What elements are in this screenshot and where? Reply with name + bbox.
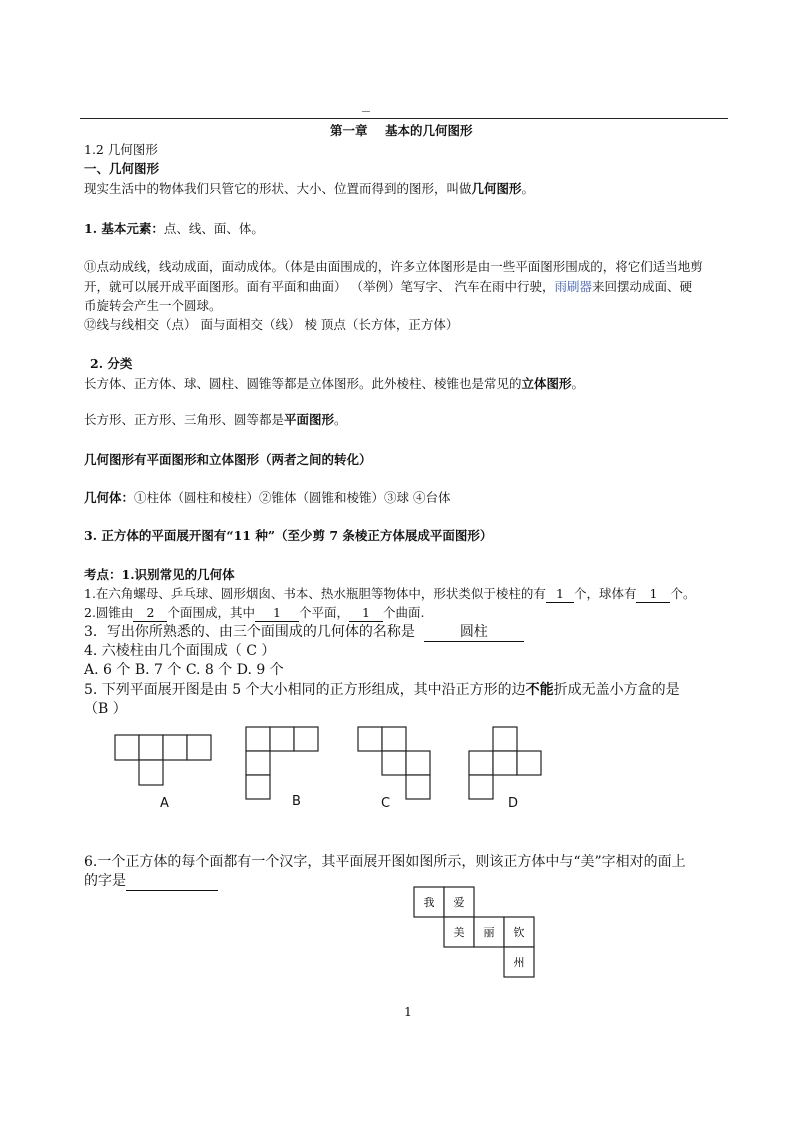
classify-line2 — [84, 412, 347, 428]
header-rule — [80, 118, 728, 119]
net-figure-c — [357, 726, 433, 802]
p11-line2 — [84, 279, 692, 295]
q2-text-mid2: 个平面， — [298, 605, 349, 620]
p12-line — [84, 317, 458, 333]
p11-line3: 币旋转会产生一个圆球。 — [84, 298, 222, 313]
classify-line1-end: 。 — [571, 376, 585, 391]
net-figure-b — [245, 726, 321, 802]
classify-line2-end: 。 — [334, 412, 347, 427]
q3-answer: 圆柱 — [424, 623, 524, 642]
q2-text: 2.圆锥由 — [84, 605, 134, 620]
q6-answer-blank — [126, 872, 218, 891]
classify-line1-text: 长方体、正方体、球、圆柱、圆锥等都是立体图形。此外棱柱、棱锥也是常见的 — [84, 376, 522, 391]
q3-text: 3．写出你所熟悉的、由三个面围成的几何体的名称是 — [84, 624, 415, 640]
q1-answer-prism: 1 — [546, 586, 574, 603]
question-2 — [84, 605, 424, 622]
net-char-qin: 钦 — [513, 926, 525, 939]
intro-end: 。 — [521, 181, 535, 196]
part1-heading: 一、几何图形 — [84, 161, 160, 176]
question-6-line1: 6.一个正方体的每个面都有一个汉字，其平面展开图如图所示，则该正方体中与“美”字相对的面上 — [84, 854, 686, 870]
question-5 — [84, 681, 680, 699]
cube-net-figure — [413, 886, 539, 978]
p11-mark: ⑪ — [84, 259, 97, 274]
q2-answer-curved: 1 — [349, 605, 383, 622]
page-number: 1 — [404, 1004, 412, 1019]
question-6-line2 — [84, 872, 218, 891]
elements-text: 点、线、面、体。 — [163, 221, 264, 236]
q2-text-end: 个曲面. — [382, 605, 425, 620]
classify-label: 2. 分类 — [90, 356, 133, 371]
wiper-text: 雨刷器 — [554, 279, 592, 294]
solid-label-bold: 几何体： — [84, 490, 135, 505]
q6-text: 的字是 — [84, 873, 126, 889]
p12-mark: ⑫ — [84, 317, 97, 332]
question-3 — [84, 623, 524, 642]
q1-answer-sphere: 1 — [636, 586, 670, 603]
classify-line4 — [84, 490, 451, 506]
plane-figure-bold: 平面图形 — [284, 412, 335, 427]
solid-figure-bold: 立体图形 — [521, 376, 572, 391]
exam-label: 考点： — [84, 567, 122, 582]
exam-title: 1.识别常见的几何体 — [121, 567, 235, 582]
intro-text: 现实生活中的物体我们只管它的形状、大小、位置而得到的图形，叫做 — [84, 181, 472, 196]
question-4: 4. 六棱柱由几个面围成（ C ） — [84, 643, 276, 659]
p11-line1-text: 点动成线，线动成面，面动成体。（体是由面围成的，许多立体图形是由一些平面图形围成的，将它们适当地剪 — [96, 259, 703, 274]
question-1 — [84, 586, 695, 603]
part1-intro — [84, 181, 534, 197]
q5-text: 5. 下列平面展开图是由 5 个大小相同的正方形组成，其中沿正方形的边 — [84, 682, 526, 698]
q2-answer-faces: 2 — [133, 605, 167, 622]
chapter-title — [330, 123, 472, 139]
figure-label-a: A — [160, 796, 169, 811]
question-5-answer: （B ） — [84, 701, 127, 717]
figure-label-b: B — [292, 794, 301, 809]
header-mark — [362, 111, 370, 112]
q2-text-mid: 个面围成，其中 — [167, 605, 255, 620]
p12-text: 线与线相交（点） 面与面相交（线） 棱 顶点（长方体，正方体） — [96, 317, 459, 332]
classify-line3: 几何图形有平面图形和立体图形（两者之间的转化） — [84, 452, 372, 467]
net-char-ai: 爱 — [453, 896, 465, 909]
question-4-options: A. 6 个 B. 7 个 C. 8 个 D. 9 个 — [84, 662, 284, 678]
net-figure-d — [468, 726, 544, 802]
p11-line1 — [84, 259, 703, 275]
net-char-wo: 我 — [423, 896, 435, 909]
classify-line2-text: 长方形、正方形、三角形、圆等都是 — [84, 412, 285, 427]
exam-heading — [84, 567, 235, 583]
q1-text-mid: 个，球体有 — [573, 586, 637, 601]
q2-answer-plane: 1 — [255, 605, 299, 622]
p11-line2-end: 来回摆动成面、硬 — [591, 279, 692, 294]
classify-line4-text: ①柱体（圆柱和棱柱）②锥体（圆锥和棱锥）③球 ④台体 — [134, 490, 451, 505]
net-char-li: 丽 — [483, 926, 495, 939]
intro-bold: 几何图形 — [471, 181, 522, 196]
chapter-name: 基本的几何图形 — [384, 123, 473, 138]
net-figure-a — [114, 734, 214, 788]
elements-label: 1. 基本元素： — [84, 221, 164, 236]
figure-label-d: D — [508, 796, 519, 811]
classify-line1 — [84, 376, 584, 392]
cube-nets-line: 3. 正方体的平面展开图有“11 种”（至少剪 7 条棱正方体展成平面图形） — [84, 528, 493, 543]
net-char-mei: 美 — [453, 926, 465, 939]
p11-line2-text: 开，就可以展开成平面图形。面有平面和曲面） （举例）笔写字、 汽车在雨中行驶， — [84, 279, 555, 294]
figure-label-c: C — [381, 796, 391, 811]
chapter-number: 第一章 — [330, 123, 368, 138]
q1-text-end: 个。 — [670, 586, 696, 601]
q5-text-end: 折成无盖小方盒的是 — [553, 682, 680, 698]
q5-bold: 不能 — [525, 682, 554, 698]
q1-text: 1.在六角螺母、乒乓球、圆形烟囱、书本、热水瓶胆等物体中，形状类似于棱柱的有 — [84, 586, 546, 601]
section-number: 1.2 几何图形 — [84, 142, 158, 157]
net-char-zhou: 州 — [513, 956, 525, 969]
elements-line — [84, 221, 264, 237]
